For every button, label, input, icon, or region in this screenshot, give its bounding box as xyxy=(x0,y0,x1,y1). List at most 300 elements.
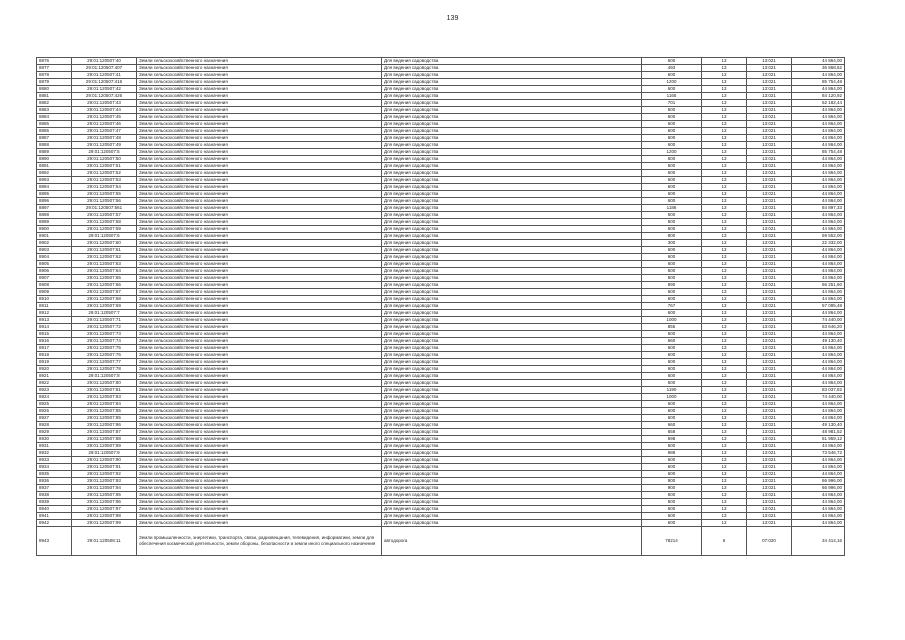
zone-code: 13:021 xyxy=(747,310,792,317)
area: 300 xyxy=(642,240,702,247)
cadastral-value: 44 864,00 xyxy=(792,212,845,219)
cadastral-value: 44 864,00 xyxy=(792,156,845,163)
zone-number: 13 xyxy=(702,149,747,156)
permitted-use: Для ведения садоводства xyxy=(382,240,642,247)
zone-code: 13:021 xyxy=(747,86,792,93)
cadastral-value: 44 864,00 xyxy=(792,401,845,408)
cadastral-number: 29:01:120507:6 xyxy=(72,233,137,240)
zone-number: 13 xyxy=(702,93,747,100)
cadastral-value: 44 864,00 xyxy=(792,135,845,142)
cadastral-value: 44 864,00 xyxy=(792,72,845,79)
cadastral-value: 84 897,33 xyxy=(792,205,845,212)
area: 600 xyxy=(642,163,702,170)
zone-code: 13:021 xyxy=(747,492,792,499)
cadastral-number: 29:01:120507:62 xyxy=(72,254,137,261)
cadastral-number: 29:01:120507:45 xyxy=(72,114,137,121)
row-number: 8942 xyxy=(37,520,72,527)
land-category: Земли сельскохозяйственного назначения xyxy=(137,58,382,65)
cadastral-number: 29:01:120507:57 xyxy=(72,212,137,219)
row-number: 8933 xyxy=(37,457,72,464)
table-row xyxy=(37,247,845,254)
row-number: 8901 xyxy=(37,233,72,240)
row-number: 8935 xyxy=(37,471,72,478)
cadastral-value: 44 864,00 xyxy=(792,275,845,282)
row-number: 8897 xyxy=(37,205,72,212)
area: 600 xyxy=(642,366,702,373)
zone-code: 13:021 xyxy=(747,247,792,254)
cadastral-value: 44 864,00 xyxy=(792,513,845,520)
land-category: Земли сельскохозяйственного назначения xyxy=(137,457,382,464)
table-row xyxy=(37,457,845,464)
cadastral-value: 74 440,00 xyxy=(792,394,845,401)
cadastral-value: 44 864,00 xyxy=(792,415,845,422)
zone-code: 13:021 xyxy=(747,233,792,240)
area: 698 xyxy=(642,436,702,443)
area: 600 xyxy=(642,492,702,499)
table-row xyxy=(37,254,845,261)
land-category: Земли сельскохозяйственного назначения xyxy=(137,373,382,380)
zone-number: 13 xyxy=(702,345,747,352)
zone-code: 13:021 xyxy=(747,268,792,275)
land-category: Земли сельскохозяйственного назначения xyxy=(137,436,382,443)
area: 890 xyxy=(642,282,702,289)
area: 600 xyxy=(642,191,702,198)
zone-number: 13 xyxy=(702,72,747,79)
area: 701 xyxy=(642,100,702,107)
cadastral-number: 29:01:120507:64 xyxy=(72,268,137,275)
cadastral-number: 29:01:120507:96 xyxy=(72,499,137,506)
permitted-use: Для ведения садоводства xyxy=(382,457,642,464)
zone-code: 13:021 xyxy=(747,513,792,520)
cadastral-value: 57 095,48 xyxy=(792,303,845,310)
zone-number: 13 xyxy=(702,163,747,170)
zone-number: 13 xyxy=(702,128,747,135)
zone-number: 13 xyxy=(702,359,747,366)
table-row xyxy=(37,79,845,86)
page-number: 139 xyxy=(446,15,459,22)
table-row xyxy=(37,184,845,191)
row-number: 8938 xyxy=(37,492,72,499)
table-row xyxy=(37,478,845,485)
zone-number: 13 xyxy=(702,352,747,359)
table-row xyxy=(37,72,845,79)
table-row xyxy=(37,471,845,478)
area: 660 xyxy=(642,338,702,345)
zone-number: 13 xyxy=(702,457,747,464)
table-row xyxy=(37,191,845,198)
row-number: 8919 xyxy=(37,359,72,366)
land-category: Земли сельскохозяйственного назначения xyxy=(137,65,382,72)
zone-code: 13:021 xyxy=(747,93,792,100)
zone-number: 13 xyxy=(702,443,747,450)
land-category: Земли сельскохозяйственного назначения xyxy=(137,380,382,387)
zone-number: 13 xyxy=(702,513,747,520)
land-category: Земли сельскохозяйственного назначения xyxy=(137,128,382,135)
area: 600 xyxy=(642,408,702,415)
area: 800 xyxy=(642,233,702,240)
area: 600 xyxy=(642,135,702,142)
row-number: 8921 xyxy=(37,373,72,380)
row-number: 8941 xyxy=(37,513,72,520)
zone-number: 13 xyxy=(702,156,747,163)
table-row xyxy=(37,415,845,422)
row-number: 8925 xyxy=(37,401,72,408)
area: 1186 xyxy=(642,205,702,212)
table-row xyxy=(37,156,845,163)
zone-number: 13 xyxy=(702,436,747,443)
zone-number: 13 xyxy=(702,65,747,72)
row-number: 8908 xyxy=(37,282,72,289)
area: 600 xyxy=(642,58,702,65)
cadastral-number: 29:01:120507:91 xyxy=(72,464,137,471)
area: 1190 xyxy=(642,387,702,394)
zone-number: 13 xyxy=(702,408,747,415)
area: 600 xyxy=(642,121,702,128)
zone-number: 13 xyxy=(702,79,747,86)
row-number: 8923 xyxy=(37,387,72,394)
permitted-use: Для ведения садоводства xyxy=(382,492,642,499)
table-row xyxy=(37,205,845,212)
land-category: Земли сельскохозяйственного назначения xyxy=(137,212,382,219)
area: 600 xyxy=(642,156,702,163)
cadastral-value: 44 864,00 xyxy=(792,289,845,296)
row-number: 8905 xyxy=(37,261,72,268)
row-number: 8894 xyxy=(37,184,72,191)
cadastral-value: 44 864,00 xyxy=(792,443,845,450)
cadastral-value: 83 037,82 xyxy=(792,387,845,394)
table-row xyxy=(37,366,845,373)
land-category: Земли сельскохозяйственного назначения xyxy=(137,254,382,261)
permitted-use: Для ведения садоводства xyxy=(382,79,642,86)
table-row xyxy=(37,373,845,380)
cadastral-number: 29:01:120507:77 xyxy=(72,359,137,366)
zone-number: 13 xyxy=(702,107,747,114)
row-number: 8930 xyxy=(37,436,72,443)
cadastral-value: 85 754,48 xyxy=(792,79,845,86)
table-row xyxy=(37,100,845,107)
row-number: 8881 xyxy=(37,93,72,100)
zone-code: 13:021 xyxy=(747,506,792,513)
cadastral-number: 29:01:120507:80 xyxy=(72,380,137,387)
zone-number: 13 xyxy=(702,261,747,268)
cadastral-number: 29:01:120507:44 xyxy=(72,107,137,114)
zone-code: 13:021 xyxy=(747,107,792,114)
table-row xyxy=(37,527,845,556)
zone-code: 13:021 xyxy=(747,436,792,443)
table-row xyxy=(37,464,845,471)
permitted-use: Для ведения садоводства xyxy=(382,464,642,471)
zone-code: 13:021 xyxy=(747,156,792,163)
permitted-use: Для ведения садоводства xyxy=(382,198,642,205)
row-number: 8902 xyxy=(37,240,72,247)
row-number: 8882 xyxy=(37,100,72,107)
cadastral-value: 44 864,00 xyxy=(792,359,845,366)
zone-number: 13 xyxy=(702,135,747,142)
row-number: 8910 xyxy=(37,296,72,303)
zone-code: 13:021 xyxy=(747,177,792,184)
permitted-use: Для ведения садоводства xyxy=(382,219,642,226)
row-number: 8932 xyxy=(37,450,72,457)
zone-number: 13 xyxy=(702,366,747,373)
land-category: Земли сельскохозяйственного назначения xyxy=(137,296,382,303)
row-number: 8893 xyxy=(37,177,72,184)
area: 900 xyxy=(642,485,702,492)
table-row xyxy=(37,121,845,128)
permitted-use: Для ведения садоводства xyxy=(382,478,642,485)
area: 600 xyxy=(642,226,702,233)
zone-number: 13 xyxy=(702,492,747,499)
area: 855 xyxy=(642,324,702,331)
permitted-use: Для ведения садоводства xyxy=(382,226,642,233)
cadastral-number: 29:01:120507:75 xyxy=(72,345,137,352)
table-body xyxy=(37,58,845,556)
table-row xyxy=(37,303,845,310)
area: 600 xyxy=(642,268,702,275)
cadastral-number: 29:01:120507:76 xyxy=(72,352,137,359)
cadastral-number: 29:01:120507:90 xyxy=(72,457,137,464)
zone-number: 13 xyxy=(702,310,747,317)
permitted-use: Для ведения садоводства xyxy=(382,324,642,331)
cadastral-number: 29:01:120507:50 xyxy=(72,156,137,163)
zone-number: 13 xyxy=(702,226,747,233)
zone-number: 13 xyxy=(702,142,747,149)
row-number: 8876 xyxy=(37,58,72,65)
cadastral-number: 29:01:120507:58 xyxy=(72,219,137,226)
land-category: Земли сельскохозяйственного назначения xyxy=(137,310,382,317)
table-row xyxy=(37,492,845,499)
permitted-use: Для ведения садоводства xyxy=(382,72,642,79)
cadastral-number: 29:01:120507:46 xyxy=(72,121,137,128)
table-row xyxy=(37,324,845,331)
table-row xyxy=(37,380,845,387)
area: 660 xyxy=(642,422,702,429)
table-row xyxy=(37,268,845,275)
row-number: 8943 xyxy=(37,527,72,556)
zone-code: 13:021 xyxy=(747,331,792,338)
permitted-use: Для ведения садоводства xyxy=(382,128,642,135)
zone-code: 13:021 xyxy=(747,520,792,527)
cadastral-value: 49 130,40 xyxy=(792,422,845,429)
land-category: Земли сельскохозяйственного назначения xyxy=(137,198,382,205)
row-number: 8886 xyxy=(37,128,72,135)
land-category: Земли сельскохозяйственного назначения xyxy=(137,177,382,184)
land-category: Земли сельскохозяйственного назначения xyxy=(137,394,382,401)
cadastral-number: 29:01:120507:9 xyxy=(72,450,137,457)
area: 600 xyxy=(642,464,702,471)
area: 600 xyxy=(642,170,702,177)
zone-code: 13:021 xyxy=(747,128,792,135)
zone-number: 13 xyxy=(702,114,747,121)
zone-code: 13:021 xyxy=(747,142,792,149)
zone-code: 13:021 xyxy=(747,65,792,72)
permitted-use: Для ведения садоводства xyxy=(382,282,642,289)
zone-code: 13:021 xyxy=(747,219,792,226)
permitted-use: Для ведения садоводства xyxy=(382,86,642,93)
land-category: Земли сельскохозяйственного назначения xyxy=(137,156,382,163)
table-row xyxy=(37,401,845,408)
cadastral-number: 29:01:120507:69 xyxy=(72,303,137,310)
table-row xyxy=(37,499,845,506)
permitted-use: Для ведения садоводства xyxy=(382,170,642,177)
land-category: Земли сельскохозяйственного назначения xyxy=(137,149,382,156)
area: 78214 xyxy=(642,527,702,556)
cadastral-value: 44 864,00 xyxy=(792,219,845,226)
row-number: 8888 xyxy=(37,142,72,149)
permitted-use: Для ведения садоводства xyxy=(382,443,642,450)
permitted-use: Для ведения садоводства xyxy=(382,401,642,408)
zone-code: 13:021 xyxy=(747,184,792,191)
cadastral-number: 29:01:120507:41 xyxy=(72,72,137,79)
permitted-use: Для ведения садоводства xyxy=(382,380,642,387)
area: 600 xyxy=(642,72,702,79)
row-number: 8914 xyxy=(37,324,72,331)
table-row xyxy=(37,387,845,394)
cadastral-value: 66 996,00 xyxy=(792,478,845,485)
land-category: Земли сельскохозяйственного назначения xyxy=(137,184,382,191)
cadastral-value: 44 864,00 xyxy=(792,408,845,415)
zone-number: 13 xyxy=(702,240,747,247)
cadastral-value: 44 864,00 xyxy=(792,58,845,65)
permitted-use: Для ведения садоводства xyxy=(382,121,642,128)
cadastral-value: 44 864,00 xyxy=(792,170,845,177)
zone-number: 13 xyxy=(702,331,747,338)
land-category: Земли сельскохозяйственного назначения xyxy=(137,289,382,296)
cadastral-number: 29:01:120508:11 xyxy=(72,527,137,556)
cadastral-value: 44 864,00 xyxy=(792,226,845,233)
permitted-use: Для ведения садоводства xyxy=(382,429,642,436)
zone-code: 13:021 xyxy=(747,380,792,387)
row-number: 8917 xyxy=(37,345,72,352)
land-category: Земли сельскохозяйственного назначения xyxy=(137,142,382,149)
land-category: Земли сельскохозяйственного назначения xyxy=(137,261,382,268)
cadastral-number: 29:01:120507:92 xyxy=(72,471,137,478)
cadastral-number: 29:01:120507:53 xyxy=(72,177,137,184)
row-number: 8878 xyxy=(37,72,72,79)
zone-code: 13:021 xyxy=(747,450,792,457)
permitted-use: Для ведения садоводства xyxy=(382,205,642,212)
permitted-use: Для ведения садоводства xyxy=(382,408,642,415)
cadastral-number: 29:01:120507:63 xyxy=(72,261,137,268)
land-category: Земли сельскохозяйственного назначения xyxy=(137,86,382,93)
cadastral-value: 44 864,00 xyxy=(792,107,845,114)
zone-code: 13:021 xyxy=(747,198,792,205)
land-category: Земли сельскохозяйственного назначения xyxy=(137,268,382,275)
zone-code: 13:021 xyxy=(747,114,792,121)
cadastral-value: 44 864,00 xyxy=(792,247,845,254)
zone-code: 13:021 xyxy=(747,163,792,170)
cadastral-number: 29:01:120507:426 xyxy=(72,93,137,100)
zone-code: 13:021 xyxy=(747,296,792,303)
cadastral-number: 29:01:120507:68 xyxy=(72,296,137,303)
row-number: 8883 xyxy=(37,107,72,114)
cadastral-number: 29:01:120507:47 xyxy=(72,128,137,135)
cadastral-number: 29:01:120507:85 xyxy=(72,415,137,422)
land-category: Земли сельскохозяйственного назначения xyxy=(137,114,382,121)
permitted-use: Для ведения садоводства xyxy=(382,65,642,72)
cadastral-number: 29:01:120507:52 xyxy=(72,170,137,177)
permitted-use: Для ведения садоводства xyxy=(382,387,642,394)
permitted-use: Для ведения садоводства xyxy=(382,58,642,65)
zone-number: 13 xyxy=(702,170,747,177)
zone-number: 13 xyxy=(702,450,747,457)
land-category: Земли сельскохозяйственного назначения xyxy=(137,520,382,527)
row-number: 8906 xyxy=(37,268,72,275)
area: 1165 xyxy=(642,93,702,100)
area: 600 xyxy=(642,247,702,254)
zone-number: 6 xyxy=(702,527,747,556)
cadastral-value: 44 864,00 xyxy=(792,86,845,93)
zone-code: 13:021 xyxy=(747,282,792,289)
land-category: Земли сельскохозяйственного назначения xyxy=(137,79,382,86)
table-row xyxy=(37,226,845,233)
zone-number: 13 xyxy=(702,394,747,401)
table-row xyxy=(37,135,845,142)
permitted-use: Для ведения садоводства xyxy=(382,436,642,443)
permitted-use: Для ведения садоводства xyxy=(382,373,642,380)
zone-code: 13:021 xyxy=(747,387,792,394)
cadastral-value: 44 864,00 xyxy=(792,142,845,149)
permitted-use: Для ведения садоводства xyxy=(382,177,642,184)
permitted-use: Для ведения садоводства xyxy=(382,506,642,513)
row-number: 8909 xyxy=(37,289,72,296)
area: 767 xyxy=(642,303,702,310)
table-row xyxy=(37,163,845,170)
area: 600 xyxy=(642,457,702,464)
cadastral-value: 44 864,00 xyxy=(792,191,845,198)
permitted-use: Для ведения садоводства xyxy=(382,107,642,114)
cadastral-value: 44 864,00 xyxy=(792,373,845,380)
area: 600 xyxy=(642,352,702,359)
permitted-use: Для ведения садоводства xyxy=(382,233,642,240)
zone-code: 13:021 xyxy=(747,58,792,65)
land-category: Земли сельскохозяйственного назначения xyxy=(137,233,382,240)
zone-code: 13:021 xyxy=(747,478,792,485)
permitted-use: Для ведения садоводства xyxy=(382,149,642,156)
land-category: Земли промышленности, энергетики, транспорта, связи, радиовещания, телевидения, информатики, земли для обеспечения космической деятельности, земли обороны, безопасности и земли иного специального назначения xyxy=(137,527,382,556)
zone-number: 13 xyxy=(702,296,747,303)
land-category: Земли сельскохозяйственного назначения xyxy=(137,387,382,394)
zone-number: 13 xyxy=(702,499,747,506)
cadastral-value: 44 864,00 xyxy=(792,296,845,303)
area: 600 xyxy=(642,345,702,352)
zone-code: 13:021 xyxy=(747,170,792,177)
area: 600 xyxy=(642,331,702,338)
cadastral-value: 44 864,00 xyxy=(792,471,845,478)
cadastral-number: 29:01:120507:5 xyxy=(72,149,137,156)
cadastral-value: 85 754,48 xyxy=(792,149,845,156)
zone-code: 13:021 xyxy=(747,471,792,478)
row-number: 8912 xyxy=(37,310,72,317)
zone-code: 13:021 xyxy=(747,415,792,422)
zone-number: 13 xyxy=(702,58,747,65)
land-category: Земли сельскохозяйственного назначения xyxy=(137,366,382,373)
area: 988 xyxy=(642,450,702,457)
area: 600 xyxy=(642,219,702,226)
cadastral-value: 44 864,00 xyxy=(792,352,845,359)
cadastral-value: 63 646,20 xyxy=(792,324,845,331)
table-row xyxy=(37,198,845,205)
area: 600 xyxy=(642,471,702,478)
zone-number: 13 xyxy=(702,177,747,184)
permitted-use: Для ведения садоводства xyxy=(382,415,642,422)
land-category: Земли сельскохозяйственного назначения xyxy=(137,331,382,338)
permitted-use: Для ведения садоводства xyxy=(382,184,642,191)
permitted-use: Для ведения садоводства xyxy=(382,212,642,219)
zone-code: 13:021 xyxy=(747,366,792,373)
zone-number: 13 xyxy=(702,471,747,478)
row-number: 8904 xyxy=(37,254,72,261)
cadastral-value: 44 864,00 xyxy=(792,492,845,499)
